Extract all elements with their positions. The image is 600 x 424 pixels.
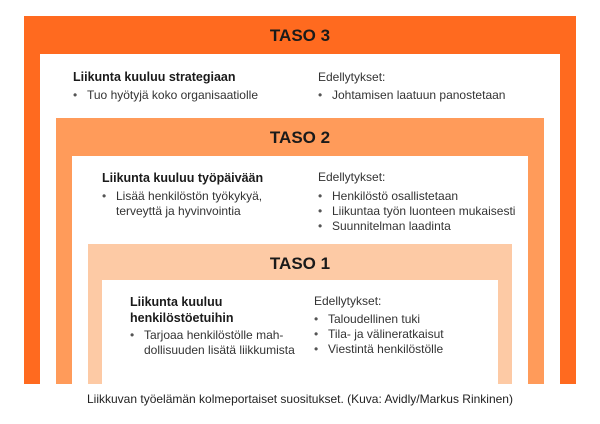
level-2-prereqs bbox=[318, 189, 528, 234]
level-2-prereq: • Liikuntaa työn luonteen mukaisesti bbox=[318, 204, 528, 219]
level-1-heading bbox=[130, 294, 233, 326]
level-2-benefit-line-2: terveyttä ja hyvinvointia bbox=[116, 204, 241, 218]
level-1-benefit bbox=[130, 328, 315, 358]
level-1-heading-line-2: henkilöstöetuihin bbox=[130, 311, 234, 325]
level-2-prereq: • Henkilöstö osallistetaan bbox=[318, 189, 528, 204]
level-2-heading: Liikunta kuuluu työpäivään bbox=[102, 171, 264, 185]
level-1-heading-line-1: Liikunta kuuluu bbox=[130, 295, 223, 309]
level-2-benefits bbox=[102, 189, 302, 219]
level-1-benefit-line-1: Tarjoaa henkilöstölle mah- bbox=[144, 328, 284, 342]
level-3-title: TASO 3 bbox=[269, 26, 331, 45]
level-2-prereq: • Suunnitelman laadinta bbox=[318, 219, 528, 234]
level-1-benefit-line-2: dollisuuden lisätä liikkumista bbox=[144, 343, 295, 357]
level-1-panel bbox=[102, 280, 498, 384]
level-1-prereq: • Viestintä henkilöstölle bbox=[314, 342, 494, 357]
level-3-heading: Liikunta kuuluu strategiaan bbox=[73, 70, 236, 84]
level-3-prereqs bbox=[318, 88, 548, 103]
level-3-benefit: • Tuo hyötyjä koko organisaatiolle bbox=[73, 88, 303, 103]
level-2-benefit-line-1: Lisää henkilöstön työkykyä, bbox=[116, 189, 263, 203]
level-1-frame bbox=[88, 244, 512, 384]
level-1-prereq-label: Edellytykset: bbox=[314, 294, 382, 308]
level-1-prereq: • Tila- ja välineratkaisut bbox=[314, 327, 494, 342]
level-2-prereq-label: Edellytykset: bbox=[318, 170, 386, 184]
level-1-title: TASO 1 bbox=[269, 254, 331, 273]
figure-caption: Liikkuvan työelämän kolmeportaiset suositukset. (Kuva: Avidly/Markus Rinkinen) bbox=[87, 392, 513, 406]
level-1-benefits bbox=[130, 328, 315, 358]
level-3-prereq: • Johtamisen laatuun panostetaan bbox=[318, 88, 548, 103]
level-1-prereq: • Taloudellinen tuki bbox=[314, 312, 494, 327]
level-3-benefits bbox=[73, 88, 303, 103]
level-2-title: TASO 2 bbox=[269, 128, 331, 147]
level-1-prereqs bbox=[314, 312, 494, 357]
level-2-benefit bbox=[102, 189, 302, 219]
level-3-prereq-label: Edellytykset: bbox=[318, 70, 386, 84]
